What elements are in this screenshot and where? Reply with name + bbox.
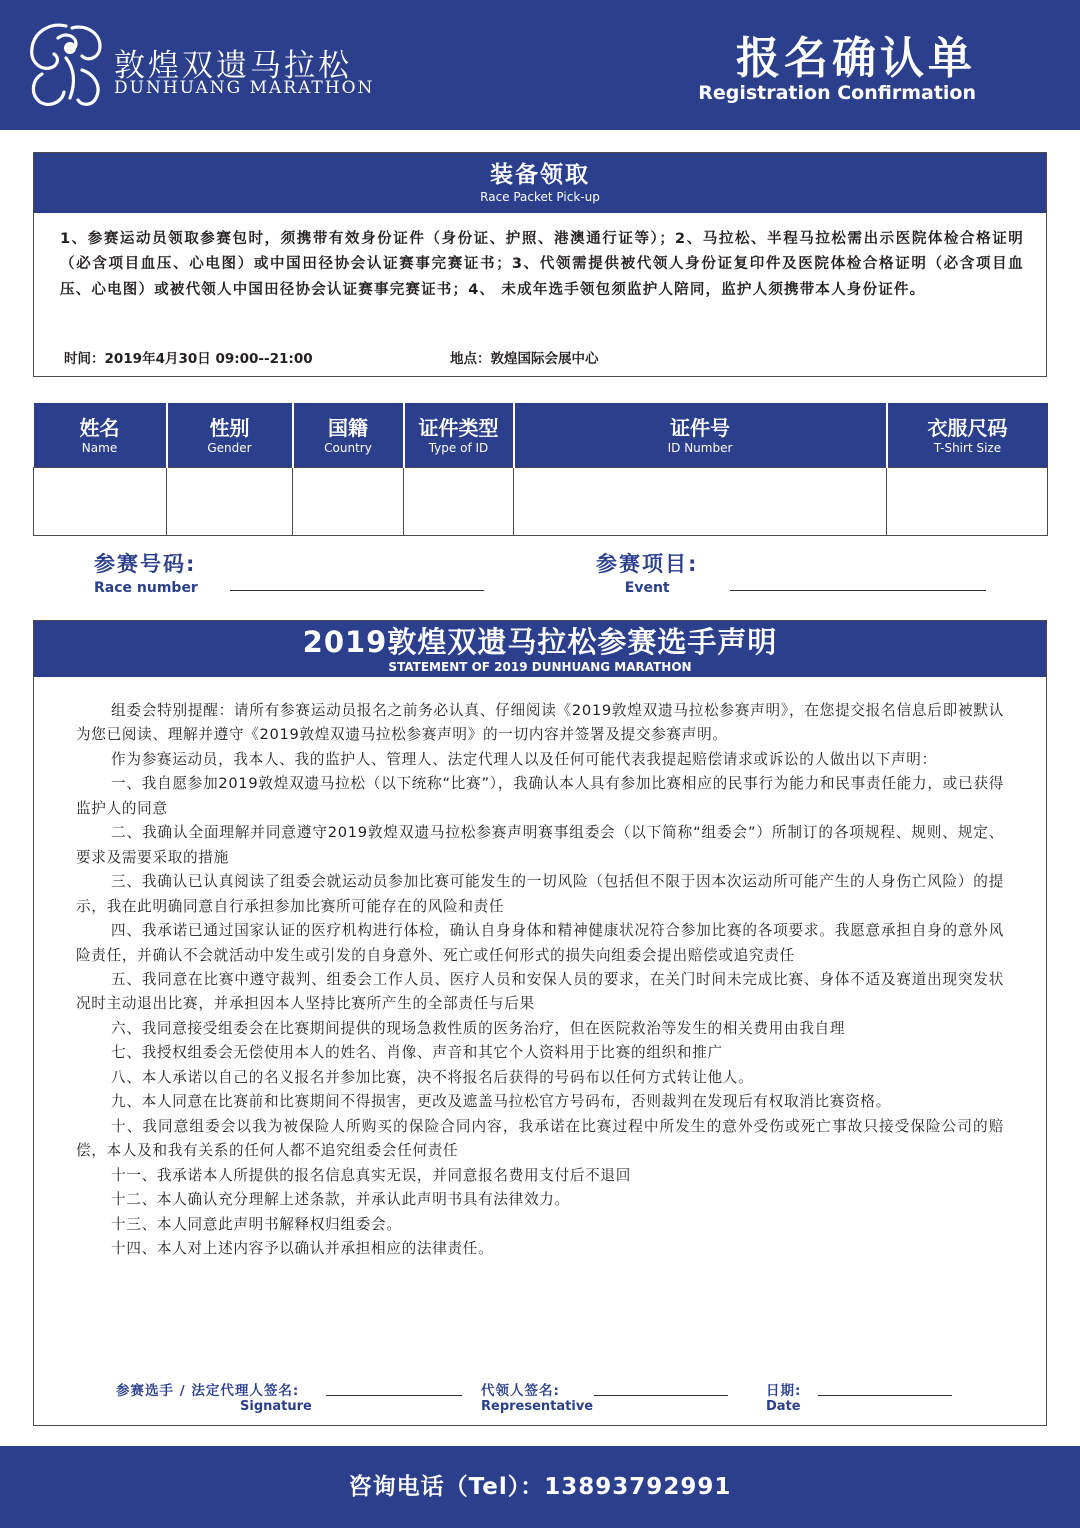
column-header-country: 国籍 Country [293, 403, 404, 467]
statement-paragraph: 五、我同意在比赛中遵守裁判、组委会工作人员、医疗人员和安保人员的要求，在关门时间未完成比赛、身体不适及赛道出现突发状况时主动退出比赛，并承担因本人坚持比赛所产生的全部责任与后果 [76, 970, 1004, 1013]
participant-signature-label: 参赛选手 / 法定代理人签名: Signature [116, 1383, 312, 1414]
contact-footer [0, 1446, 1080, 1528]
statement-header [34, 621, 1046, 677]
statement-paragraph: 六、我同意接受组委会在比赛期间提供的现场急救性质的医务治疗，但在医院救治等发生的相关费用由我自理 [111, 1019, 846, 1037]
statement-paragraph: 十一、我承诺本人所提供的报名信息真实无误，并同意报名费用支付后不退回 [111, 1166, 632, 1184]
statement-paragraph: 十二、本人确认充分理解上述条款，并承认此声明书具有法律效力。 [111, 1191, 570, 1209]
table-row [34, 467, 1048, 535]
id-type-cell[interactable] [404, 467, 514, 535]
contact-phone: 咨询电话（Tel）：13893792991 [348, 1474, 732, 1500]
packet-pickup-info [64, 347, 599, 367]
column-header-tshirt-size: 衣服尺码 T-Shirt Size [887, 403, 1048, 467]
statement-paragraph: 三、我确认已认真阅读了组委会就运动员参加比赛可能发生的一切风险（包括但不限于因本次运动所可能产生的人身伤亡风险）的提示，我在此明确同意自行承担参加比赛所可能存在的风险和责任 [76, 873, 1004, 915]
statement-paragraph: 七、我授权组委会无偿使用本人的姓名、肖像、声音和其它个人资料用于比赛的组织和推广 [111, 1044, 723, 1062]
statement-subtitle: STATEMENT OF 2019 DUNHUANG MARATHON [388, 660, 692, 674]
column-header-id-type: 证件类型 Type of ID [404, 403, 514, 467]
date-field[interactable] [818, 1395, 952, 1396]
logo-chinese-text: 敦煌双遗马拉松 [114, 48, 352, 84]
statement-paragraph: 一、我自愿参加2019敦煌双遗马拉松（以下统称“比赛”），我确认本人具有参加比赛相应的民事行为能力和民事责任能力，或已获得监护人的同意 [76, 775, 1004, 817]
statement-paragraph: 十、我同意组委会以我为被保险人所购买的保险合同内容，我承诺在比赛过程中所发生的意外受伤或死亡事故只接受保险公司的赔偿，本人及和我有关系的任何人都不追究组委会任何责任 [76, 1117, 1004, 1160]
id-number-cell[interactable] [514, 467, 887, 535]
representative-signature-field[interactable] [594, 1395, 728, 1396]
statement-section [33, 620, 1047, 1426]
column-header-gender: 性别 Gender [167, 403, 293, 467]
statement-paragraph: 二、我确认全面理解并同意遵守2019敦煌双遗马拉松参赛声明赛事组委会（以下简称“组委会”）所制订的各项规程、规则、规定、要求及需要采取的措施 [76, 824, 1004, 866]
column-header-name: 姓名 Name [34, 403, 167, 467]
statement-paragraph: 八、本人承诺以自己的名义报名并参加比赛，决不将报名后获得的号码布以任何方式转让他人。 [111, 1068, 754, 1086]
page-subtitle: Registration Confirmation [698, 82, 976, 104]
page-title: 报名确认单 [736, 33, 976, 84]
statement-paragraph: 组委会特别提醒：请所有参赛运动员报名之前务必认真、仔细阅读《2019敦煌双遗马拉松参赛声明》，在您提交报名信息后即被默认为您已阅读、理解并遵守《2019敦煌双遗马拉松参赛声明》的一切内容并签署及提交参赛声明。 [76, 702, 1004, 744]
packet-pickup-section [33, 152, 1047, 377]
statement-paragraph: 四、我承诺已通过国家认证的医疗机构进行体检，确认自身身体和精神健康状况符合参加比赛的各项要求。我愿意承担自身的意外风险责任，并确认不会就活动中发生或引发的自身意外、死亡或任何形式的损失向组委会提出赔偿或追究责任 [76, 922, 1004, 964]
marathon-logo-icon [22, 18, 110, 110]
registration-table [33, 403, 1048, 536]
statement-body [76, 699, 1004, 1261]
name-cell[interactable] [34, 467, 167, 535]
event-label: 参赛项目: Event [596, 552, 699, 596]
race-number-field[interactable] [230, 590, 484, 591]
tshirt-size-cell[interactable] [887, 467, 1048, 535]
gender-cell[interactable] [167, 467, 293, 535]
packet-pickup-subtitle: Race Packet Pick-up [480, 190, 600, 204]
statement-paragraph: 十三、本人同意此声明书解释权归组委会。 [111, 1215, 402, 1233]
packet-pickup-title: 装备领取 [490, 162, 590, 188]
packet-pickup-header [34, 153, 1046, 213]
date-label: 日期: Date [766, 1383, 802, 1414]
country-cell[interactable] [293, 467, 404, 535]
pickup-time: 时间：2019年4月30日 09:00--21:00 [64, 351, 313, 367]
table-header-row [34, 403, 1048, 467]
statement-paragraph: 十四、本人对上述内容予以确认并承担相应的法律责任。 [111, 1239, 494, 1257]
race-number-label: 参赛号码: Race number [94, 552, 198, 596]
statement-title: 2019敦煌双遗马拉松参赛选手声明 [302, 625, 778, 659]
event-field[interactable] [730, 590, 986, 591]
statement-paragraph: 作为参赛运动员，我本人、我的监护人、管理人、法定代理人以及任何可能代表我提起赔偿请求或诉讼的人做出以下声明： [111, 750, 937, 768]
logo-english-text: DUNHUANG MARATHON [114, 78, 375, 98]
participant-signature-field[interactable] [326, 1395, 462, 1396]
pickup-location: 地点：敦煌国际会展中心 [450, 351, 599, 367]
packet-pickup-instructions: 1、参赛运动员领取参赛包时，须携带有效身份证件（身份证、护照、港澳通行证等）；2、马拉松、半程马拉松需出示医院体检合格证明（必含项目血压、心电图）或中国田径协会认证赛事完赛证书；3、代领需提供被代领人身份证复印件及医院体检合格证明（必含项目血压、心电图）或被代领人中国田径协会认证赛事完赛证书；4、 未成年选手领包须监护人陪同，监护人须携带本人身份证件。 [60, 231, 1024, 298]
column-header-id-number: 证件号 ID Number [514, 403, 887, 467]
statement-paragraph: 九、本人同意在比赛前和比赛期间不得损害，更改及遮盖马拉松官方号码布，否则裁判在发现后有权取消比赛资格。 [111, 1093, 892, 1111]
header-banner [0, 0, 1080, 130]
representative-signature-label: 代领人签名: Representative [481, 1383, 594, 1414]
